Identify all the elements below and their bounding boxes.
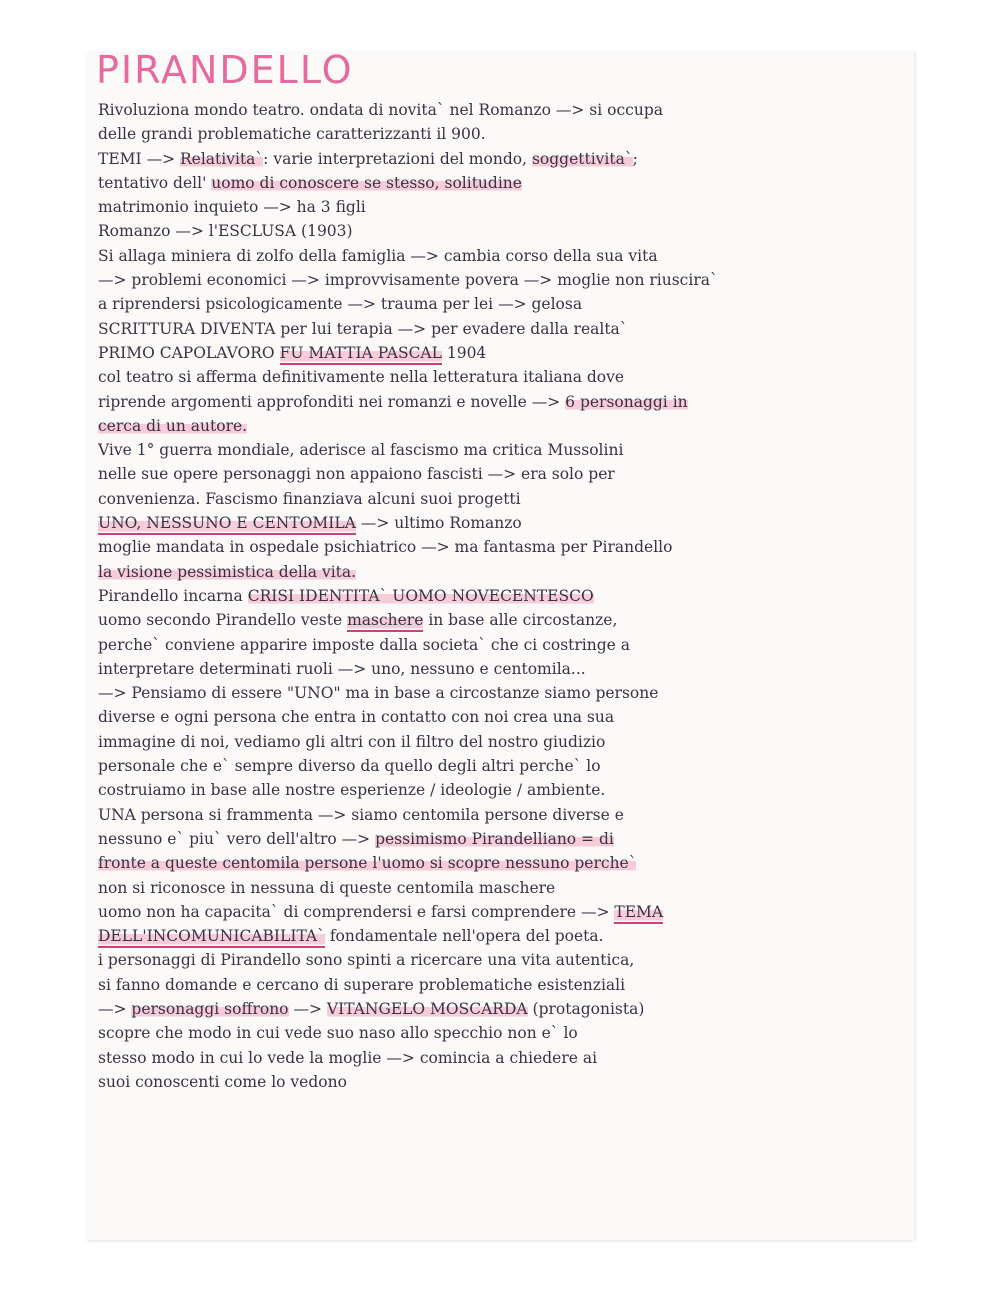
- note-line: [98, 1070, 888, 1094]
- note-text: PRIMO CAPOLAVORO: [98, 343, 280, 362]
- note-line: [98, 535, 888, 559]
- note-text: in base alle circostanze,: [423, 611, 618, 630]
- note-line: [98, 827, 888, 851]
- note-line: [98, 997, 888, 1021]
- note-text: —> ultimo Romanzo: [355, 514, 522, 533]
- note-line: [98, 924, 888, 948]
- note-text: col teatro si afferma definitivamente nella letteratura italiana dove: [98, 368, 625, 387]
- note-text: Rivoluziona mondo teatro. ondata di novita` nel Romanzo —> si occupa: [98, 101, 663, 119]
- note-line: [98, 462, 888, 486]
- note-text: a riprendersi psicologicamente —> trauma per lei —> gelosa: [98, 295, 583, 314]
- highlighted-text: TEMA: [614, 903, 663, 924]
- highlighted-text: CRISI IDENTITA` UOMO NOVECENTESCO: [247, 586, 594, 605]
- highlighted-text: maschere: [347, 611, 423, 632]
- note-text: Romanzo —> l'ESCLUSA: [98, 222, 297, 241]
- note-line: [98, 414, 888, 438]
- note-line: [98, 754, 888, 778]
- note-line: [98, 390, 888, 414]
- note-text: uomo non ha capacita` di comprendersi e farsi comprendere —>: [98, 902, 615, 921]
- note-line: [98, 438, 888, 462]
- note-text: : varie interpretazioni del mondo,: [263, 149, 532, 168]
- note-line: [98, 876, 888, 900]
- note-line: [98, 1021, 888, 1045]
- note-line: [98, 948, 888, 972]
- highlighted-text: FU MATTIA PASCAL: [280, 344, 442, 365]
- note-text: —>: [98, 999, 132, 1018]
- note-line: [98, 803, 888, 827]
- highlighted-text: Relativita`: [180, 149, 264, 168]
- note-text: Si allaga miniera di zolfo della famiglia —> cambia corso della sua vita: [98, 246, 658, 265]
- note-line: [98, 171, 888, 195]
- note-line: [98, 584, 888, 608]
- highlighted-text: pessimismo Pirandelliano = di: [375, 829, 614, 848]
- note-text: perche` conviene apparire imposte dalla societa` che ci costringe a: [98, 635, 631, 654]
- note-text: si fanno domande e cercano di superare problematiche esistenziali: [98, 975, 626, 994]
- note-text: SCRITTURA DIVENTA per lui terapia —> per evadere dalla realta`: [98, 319, 628, 338]
- note-text: immagine di noi, vediamo gli altri con il filtro del nostro giudizio: [98, 732, 606, 751]
- note-line: [98, 219, 888, 243]
- highlighted-text: personaggi soffrono: [131, 999, 289, 1018]
- highlighted-text: UNO, NESSUNO E CENTOMILA: [98, 514, 356, 535]
- note-text: (protagonista): [527, 999, 645, 1018]
- notes-body: [98, 98, 888, 1094]
- note-text: diverse e ogni persona che entra in contatto con noi crea una sua: [98, 708, 615, 727]
- note-line: [98, 973, 888, 997]
- note-text: interpretare determinati ruoli —> uno, nessuno e centomila...: [98, 659, 586, 678]
- note-text: delle grandi problematiche caratterizzanti il 900.: [98, 125, 486, 144]
- note-text: Vive 1° guerra mondiale, aderisce al fascismo ma critica Mussolini: [98, 441, 624, 460]
- highlighted-text: uomo di conoscere se stesso, solitudine: [211, 173, 522, 192]
- note-text: TEMI —>: [98, 149, 180, 168]
- note-text: Pirandello incarna: [98, 586, 248, 605]
- note-text: 1904: [441, 343, 487, 362]
- note-text: fondamentale nell'opera del poeta.: [324, 927, 604, 946]
- note-line: [98, 900, 888, 924]
- note-line: [98, 778, 888, 802]
- note-text: moglie mandata in ospedale psichiatrico —> ma fantasma per Pirandello: [98, 538, 673, 557]
- note-line: [98, 851, 888, 875]
- note-line: [98, 681, 888, 705]
- note-text: personale che e` sempre diverso da quello degli altri perche` lo: [98, 757, 601, 776]
- note-line: [98, 487, 888, 511]
- highlighted-text: la visione pessimistica della vita.: [98, 562, 357, 581]
- note-text: —> problemi economici —> improvvisamente povera —> moglie non riuscira`: [98, 271, 718, 290]
- note-text: stesso modo in cui lo vede la moglie —> comincia a chiedere ai: [98, 1048, 598, 1067]
- note-line: [98, 365, 888, 389]
- note-text: uomo secondo Pirandello veste: [98, 611, 348, 630]
- note-text: UNA persona si frammenta —> siamo centomila persone diverse e: [98, 805, 624, 824]
- note-line: [98, 98, 888, 122]
- page-title: PIRANDELLO: [96, 48, 354, 92]
- note-line: [98, 147, 888, 171]
- note-text: costruiamo in base alle nostre esperienze / ideologie / ambiente.: [98, 781, 606, 800]
- note-line: [98, 317, 888, 341]
- note-text: scopre che modo in cui vede suo naso allo specchio non e` lo: [98, 1024, 578, 1043]
- note-text: nessuno e` piu` vero dell'altro —>: [98, 829, 376, 848]
- note-text: (1903): [296, 222, 353, 241]
- note-text: suoi conoscenti come lo vedono: [98, 1072, 347, 1091]
- note-text: —>: [288, 999, 327, 1018]
- highlighted-text: DELL'INCOMUNICABILITA`: [98, 927, 325, 948]
- highlighted-text: 6 personaggi in: [565, 392, 688, 411]
- note-line: [98, 122, 888, 146]
- highlighted-text: VITANGELO MOSCARDA: [326, 999, 528, 1018]
- note-line: [98, 244, 888, 268]
- note-line: [98, 292, 888, 316]
- note-line: [98, 705, 888, 729]
- note-line: [98, 730, 888, 754]
- note-line: [98, 268, 888, 292]
- note-line: [98, 560, 888, 584]
- note-text: —> Pensiamo di essere "UNO" ma in base a circostanze siamo persone: [98, 684, 659, 703]
- note-text: convenienza. Fascismo finanziava alcuni suoi progetti: [98, 489, 521, 508]
- highlighted-text: cerca di un autore.: [98, 416, 248, 435]
- note-text: i personaggi di Pirandello sono spinti a ricercare una vita autentica,: [98, 951, 635, 970]
- note-line: [98, 511, 888, 535]
- note-line: [98, 195, 888, 219]
- note-line: [98, 1046, 888, 1070]
- note-line: [98, 608, 888, 632]
- note-line: [98, 341, 888, 365]
- highlighted-text: soggettivita`: [531, 149, 633, 168]
- note-text: riprende argomenti approfonditi nei romanzi e novelle —>: [98, 392, 566, 411]
- note-line: [98, 633, 888, 657]
- note-text: ;: [632, 149, 638, 168]
- note-text: non si riconosce in nessuna di queste centomila maschere: [98, 878, 556, 897]
- note-text: nelle sue opere personaggi non appaiono fascisti —> era solo per: [98, 465, 615, 484]
- note-text: tentativo dell': [98, 173, 212, 192]
- highlighted-text: fronte a queste centomila persone l'uomo si scopre nessuno perche`: [98, 854, 637, 873]
- note-line: [98, 657, 888, 681]
- note-text: matrimonio inquieto —> ha 3 figli: [98, 198, 366, 217]
